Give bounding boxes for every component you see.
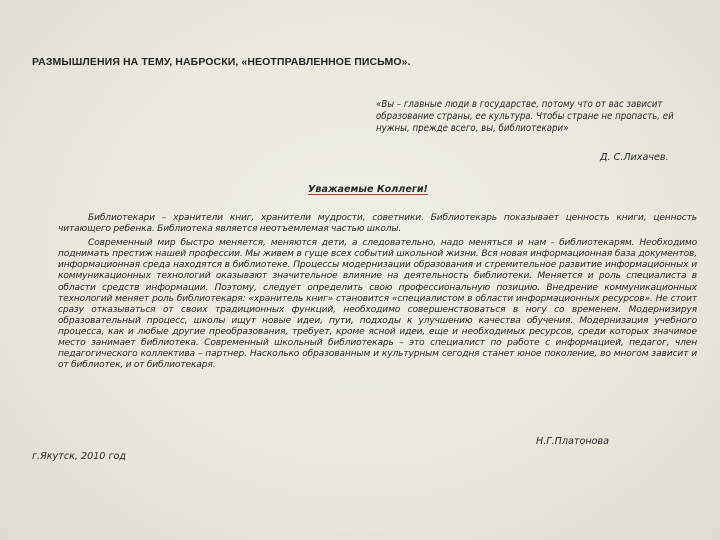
place-date: г.Якутск, 2010 год [32,451,126,462]
epigraph-quote: «Вы – главные люди в государстве, потому что от вас зависит образование страны, ее культура. Чтобы стране не пропасть, ей нужны, прежде всего, вы, библиотекари» [376,99,674,135]
paragraph: Современный мир быстро меняется, меняются дети, а следовательно, надо меняться и нам - библиотекарям. Необходимо поднимать престиж нашей профессии. Мы живем в гуще всех событий школьной жизни. Вся новая информационная база документов, информационная среда находятся в библиотеке. Процессы модернизации образования и стремительное развитие информационных и коммуникационных технологий оказывают значительное влияние на деятельность библиотеки. Меняется и роль специалиста в области средств информации. Поэтому, следует определить свою профессиональную позицию. Внедрение коммуникационных технологий меняет роль библиотекаря: «хранитель книг» становится «специалистом в области информационных ресурсов». Не стоит сразу отказываться от своих традиционных функций, необходимо совершенствоваться в ногу со временем. Модернизируя образовательный процесс, школы ищут новые идеи, пути, подходы к улучшению качества обучения. Модернизация учебного процесса, как и любые другие преобразования, требует, кроме ясной идеи, еще и необходимых ресурсов, среди которых значимое место занимает библиотека. Современный школьный библиотекарь – это специалист по работе с информацией, педагог, член педагогического коллектива – партнер. Насколько образованным и культурным сегодня станет юное поколение, во многом зависит и от библиотек, и от библиотекаря. [58,238,697,371]
letter-body [58,213,697,371]
salutation: Уважаемые Коллеги! [308,184,428,195]
epigraph-author: Д. С.Лихачев. [600,152,669,163]
paragraph: Библиотекари – хранители книг, хранители мудрости, советники. Библиотекарь показывает ценность книги, ценность читающего ребенка. Библиотека является неотъемлемая частью школы. [58,213,697,235]
slide-title: РАЗМЫШЛЕНИЯ НА ТЕМУ, НАБРОСКИ, «НЕОТПРАВЛЕННОЕ ПИСЬМО». [32,56,411,68]
signature: Н.Г.Платонова [536,436,610,447]
